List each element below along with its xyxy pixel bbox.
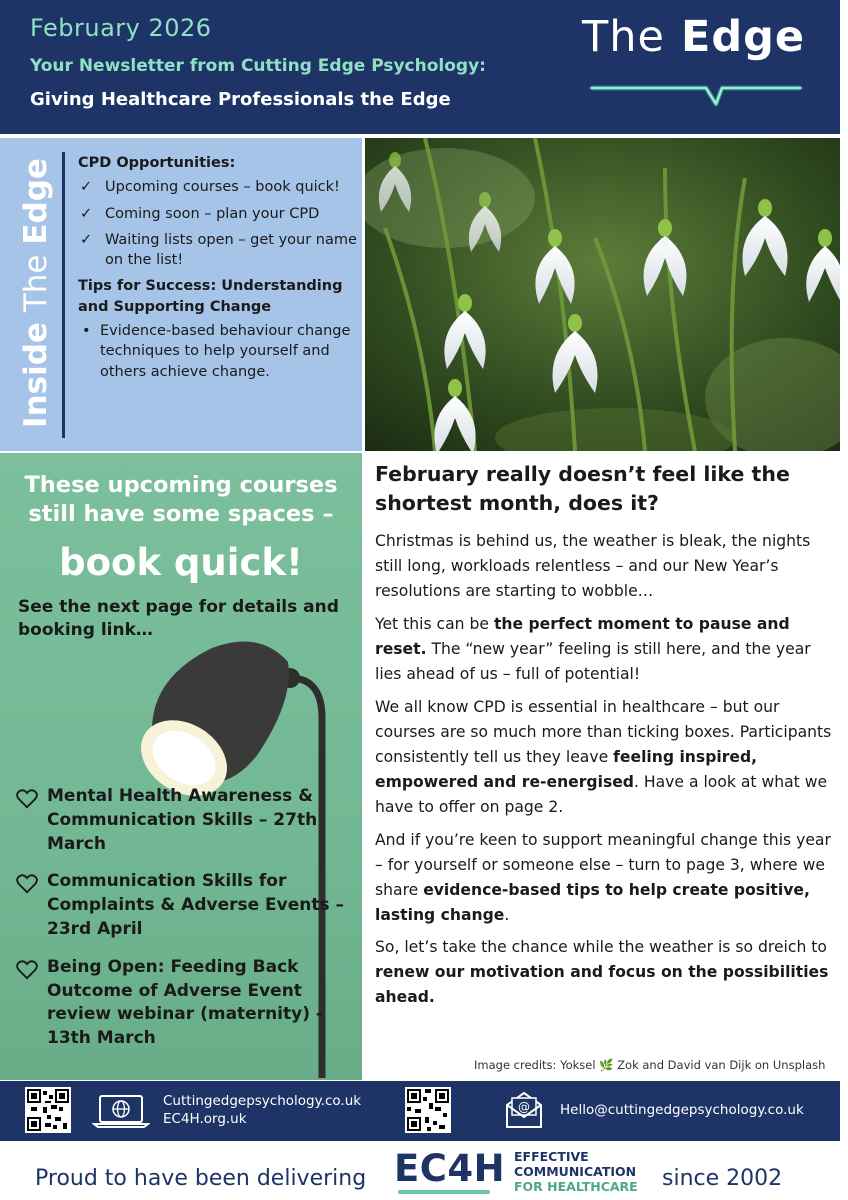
logo-word: Edge (680, 12, 806, 62)
article-title: February really doesn’t feel like the shortest month, does it? (375, 462, 790, 515)
course-item (14, 785, 354, 856)
course-title: Communication Skills for Complaints & Adverse Events – 23rd April (47, 871, 345, 939)
vertical-divider (62, 152, 65, 438)
article-paragraph-1: Christmas is behind us, the weather is bleak, the nights still long, workloads relentless – and our New Year’s resolutions are starting to wobble… (375, 532, 811, 601)
laptop-globe-icon (92, 1094, 150, 1128)
logo-word-effective: EFFECTIVE (514, 1149, 589, 1164)
newsletter-header (0, 0, 840, 134)
website-link-cep[interactable]: Cuttingedgepsychology.co.uk (163, 1093, 362, 1109)
website-links (163, 1092, 361, 1128)
ec4h-logo-words (514, 1149, 638, 1194)
book-quick-heading: book quick! (59, 541, 303, 584)
logo-title (582, 12, 822, 62)
course-list (14, 785, 354, 1065)
main-article (375, 460, 835, 1018)
ec4h-logo-underline (398, 1190, 490, 1194)
heart-icon (16, 960, 38, 980)
vertical-word-the: The (18, 254, 54, 313)
cpd-item: ✓ Upcoming courses – book quick! (78, 177, 360, 197)
svg-text:@: @ (518, 1100, 530, 1114)
article-paragraph-5: So, let’s take the chance while the weather is so dreich to renew our motivation and focus on the possibilities ahead. (375, 938, 829, 1007)
courses-heading: These upcoming courses still have some spaces – (24, 472, 338, 528)
issue-date: February 2026 (30, 14, 212, 42)
course-item (14, 870, 354, 941)
contact-bar (0, 1081, 840, 1141)
vertical-word-inside: Inside (18, 322, 54, 428)
cpd-list (78, 177, 360, 270)
since-text: since 2002 (662, 1166, 783, 1191)
header-tagline-1: Your Newsletter from Cutting Edge Psychology: (30, 56, 486, 76)
email-link[interactable]: Hello@cuttingedgepsychology.co.uk (560, 1102, 804, 1118)
heart-icon (16, 874, 38, 894)
cpd-item: ✓ Coming soon – plan your CPD (78, 204, 360, 224)
logo-word-communication: COMMUNICATION (514, 1164, 637, 1179)
upcoming-courses-panel (0, 453, 362, 1080)
cpd-item: ✓ Waiting lists open – get your name on the list! (78, 230, 360, 271)
logo-word-healthcare: FOR HEALTHCARE (514, 1179, 638, 1194)
heart-icon (16, 789, 38, 809)
inside-the-edge-vertical-title (6, 148, 66, 438)
cpd-heading: CPD Opportunities: (78, 155, 236, 171)
image-credits: Image credits: Yoksel 🌿 Zok and David van Dijk on Unsplash (474, 1058, 826, 1072)
website-link-ec4h[interactable]: EC4H.org.uk (163, 1111, 247, 1128)
courses-subtext: See the next page for details and booking link… (18, 597, 339, 640)
logo-prefix: The (582, 12, 665, 62)
email-icon (503, 1089, 545, 1131)
snowdrops-photo (365, 138, 840, 451)
article-paragraph-4: And if you’re keen to support meaningful change this year – for yourself or someone else – turn to page 3, where we share evidence-based tips to help create positive, lasting change. (375, 830, 831, 924)
header-tagline-2: Giving Healthcare Professionals the Edge (30, 89, 451, 110)
qr-code-email[interactable] (405, 1087, 451, 1133)
speech-swoosh-icon (588, 68, 810, 122)
qr-code-website[interactable] (25, 1087, 71, 1133)
course-item (14, 956, 354, 1051)
inside-contents (78, 153, 360, 382)
tips-list (78, 321, 360, 382)
snowdrop-flowers-image (365, 138, 840, 451)
vertical-word-edge: Edge (18, 158, 54, 245)
article-paragraph-3: We all know CPD is essential in healthcare – but our courses are so much more than ticking boxes. Participants consistently tell us they leave feeling inspired, empowered and re-energised. Have a look at what we have to offer on page 2. (375, 698, 832, 816)
tips-item: • Evidence-based behaviour change techniques to help yourself and others achieve change. (78, 321, 360, 382)
the-edge-logo (582, 12, 822, 112)
ec4h-logo: EC4H (394, 1147, 506, 1190)
course-title: Mental Health Awareness & Communication Skills – 27th March (47, 786, 318, 854)
course-title: Being Open: Feeding Back Outcome of Adverse Event review webinar (maternity) - 13th March (47, 956, 323, 1049)
proud-text: Proud to have been delivering (35, 1166, 367, 1191)
tips-heading: Tips for Success: Understanding and Supporting Change (78, 278, 343, 315)
article-paragraph-2: Yet this can be the perfect moment to pause and reset. The “new year” feeling is still here, and the year lies ahead of us – full of potential! (375, 615, 811, 684)
